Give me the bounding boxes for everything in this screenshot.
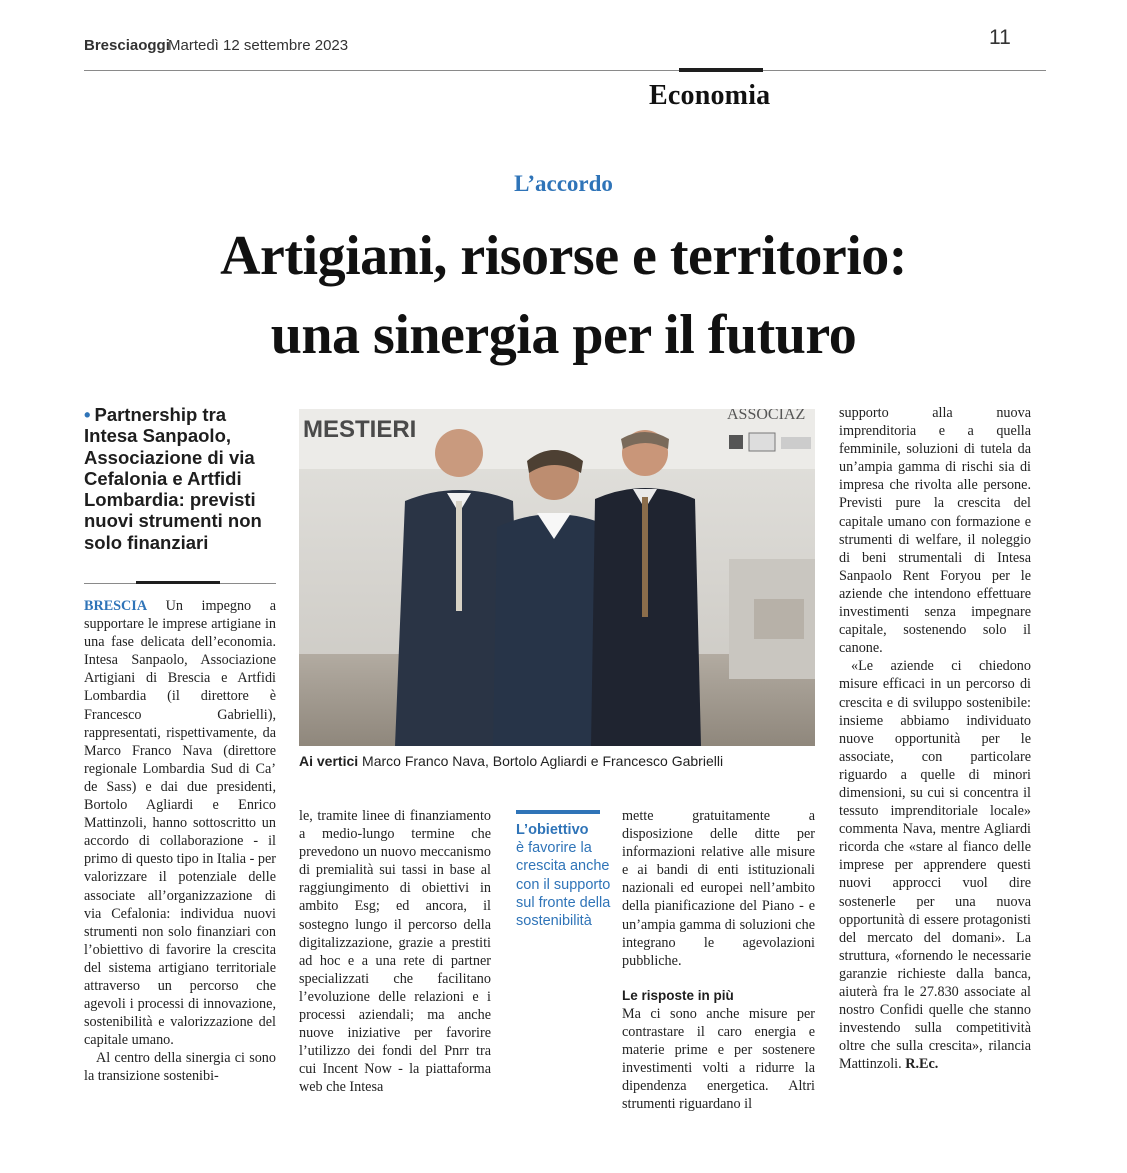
paragraph xyxy=(84,597,276,1049)
headline-line-1: Artigiani, risorse e territorio: xyxy=(220,225,907,287)
paragraph-text: Un impegno a supportare le imprese artigiane in una fase delicata dell’economia. Intesa Sanpaolo, Associazione Artigiani di Brescia e Artfidi Lombardia (il direttore è Francesco Gabrielli), rappresentati, rispettivamente, da Marco Franco Nava (direttore regionale Lombardia Sud di Ca’ de Sass) e dai due presidenti, Bortolo Agliardi e Enrico Mattinzoli, hanno sottoscritto un accordo di collaborazione - il primo di questo tipo in Italia - per valorizzare il potenziale delle associate all’organizzazione di via Cefalonia: individua nuovi strumenti non solo finanziari con l’obiettivo di favorire la crescita del sistema artigiano territoriale attraverso un percorso che agevoli i processi di innovazione, sostenibilità e valorizzazione del capitale umano. xyxy=(84,598,276,1049)
headline-line-2: una sinergia per il futuro xyxy=(270,304,857,366)
summary-divider-accent xyxy=(136,581,220,584)
caption-label: Ai vertici xyxy=(299,753,359,769)
page-number: 11 xyxy=(989,26,1011,49)
paragraph xyxy=(839,657,1031,1073)
issue-date: Martedì 12 settembre 2023 xyxy=(168,37,349,54)
pullquote-divider xyxy=(516,810,600,814)
paragraph: Al centro della sinergia ci sono la transizione sostenibi- xyxy=(84,1050,276,1085)
wall-text-left: MESTIERI xyxy=(303,416,417,443)
paragraph-text: «Le aziende ci chiedono misure efficaci in un percorso di crescita e di sviluppo sostenibile: insieme abbiamo individuato nuove opportunità per le associate, con particolare riguardo a quelle di minori dimensioni, su cui si concentra il tessuto imprenditoriale locale» commenta Nava, mentre Agliardi ricorda che «stare al fianco delle imprese per apprendere questi nuovi approcci vuol dire sostenerle per una nuova opportunità di essere protagonisti del mercato del domani». La struttura, «fornendo le necessarie garanzie richieste dalla banca, aiuterà fra le 27.830 associate al nostro Confidi quelle che stanno investendo sulla competitività oltre che sulla crescita», rilancia Mattinzoli. xyxy=(839,658,1031,1073)
summary-text: Partnership tra Intesa Sanpaolo, Associazione di via Cefalonia e Artfidi Lombardia: previsti nuovi strumenti non solo finanziari xyxy=(84,404,262,553)
article-kicker: L’accordo xyxy=(514,171,613,196)
pullquote-text: è favorire la crescita anche con il supporto sul fronte della sostenibilità xyxy=(516,840,611,930)
subheading: Le risposte in più xyxy=(622,987,734,1003)
author-signature: R.Ec. xyxy=(905,1056,939,1073)
pullquote xyxy=(516,821,616,930)
caption-text: Marco Franco Nava, Bortolo Agliardi e Francesco Gabrielli xyxy=(362,753,724,769)
paragraph: Ma ci sono anche misure per contrastare il caro energia e materie prime e per sostenere investimenti volti a ridurre la dipendenza energetica. Altri strumenti riguardano il xyxy=(622,1005,815,1113)
top-divider xyxy=(84,70,1046,71)
bullet-icon: • xyxy=(84,404,91,425)
wall-text-right: ASSOCIAZ xyxy=(727,409,806,423)
section-title: Economia xyxy=(649,80,771,111)
paragraph: supporto alla nuova imprenditoria e a quella femminile, soluzioni di tutela da un’ampia gamma di rischi sia di impresa che rivolta alle persone. Previsti pure la crescita del capitale umano con formazione e strumenti di welfare, il noleggio di beni strumentali di Intesa Sanpaolo Rent Foryou per le aziende che intendono effettuare investimenti senza impegnare capitale, sostenendo solo il canone. xyxy=(839,405,1031,657)
article-column-5 xyxy=(839,404,1031,1073)
article-column-4 xyxy=(622,807,815,1114)
photo-caption xyxy=(299,753,819,769)
paragraph: le, tramite linee di finanziamento a medio-lungo termine che prevedono un nuovo meccanismo di premialità sui tassi in base al raggiungimento di obiettivi in ambito Esg; ed ancora, il sostegno lungo il percorso della digitalizzazione, grazie a prestiti ad hoc e a una rete di partner specializzati che facilitano l’evoluzione delle relazioni e i processi aziendali; ma anche nuove iniziative per favorire l’utilizzo dei fondi del Pnrr tra cui Incent Now - la piattaforma web che Intesa xyxy=(299,808,491,1096)
pullquote-title: L’obiettivo xyxy=(516,822,589,838)
article-column-1 xyxy=(84,597,276,1086)
photo-illustration xyxy=(299,409,815,746)
paragraph: mette gratuitamente a disposizione delle ditte per informazioni relative alle misure e ai bandi di enti istituzionali nazionali ed europei nell’ambito della pianificazione del Piano - e un’ampia gamma di soluzioni che integrano le agevolazioni pubbliche. xyxy=(622,808,815,969)
dateline: BRESCIA xyxy=(84,598,148,614)
article-summary xyxy=(84,404,276,553)
section-divider xyxy=(679,68,763,72)
article-photo xyxy=(299,409,815,746)
article-column-2 xyxy=(299,807,491,1097)
newspaper-name: Bresciaoggi xyxy=(84,37,170,54)
